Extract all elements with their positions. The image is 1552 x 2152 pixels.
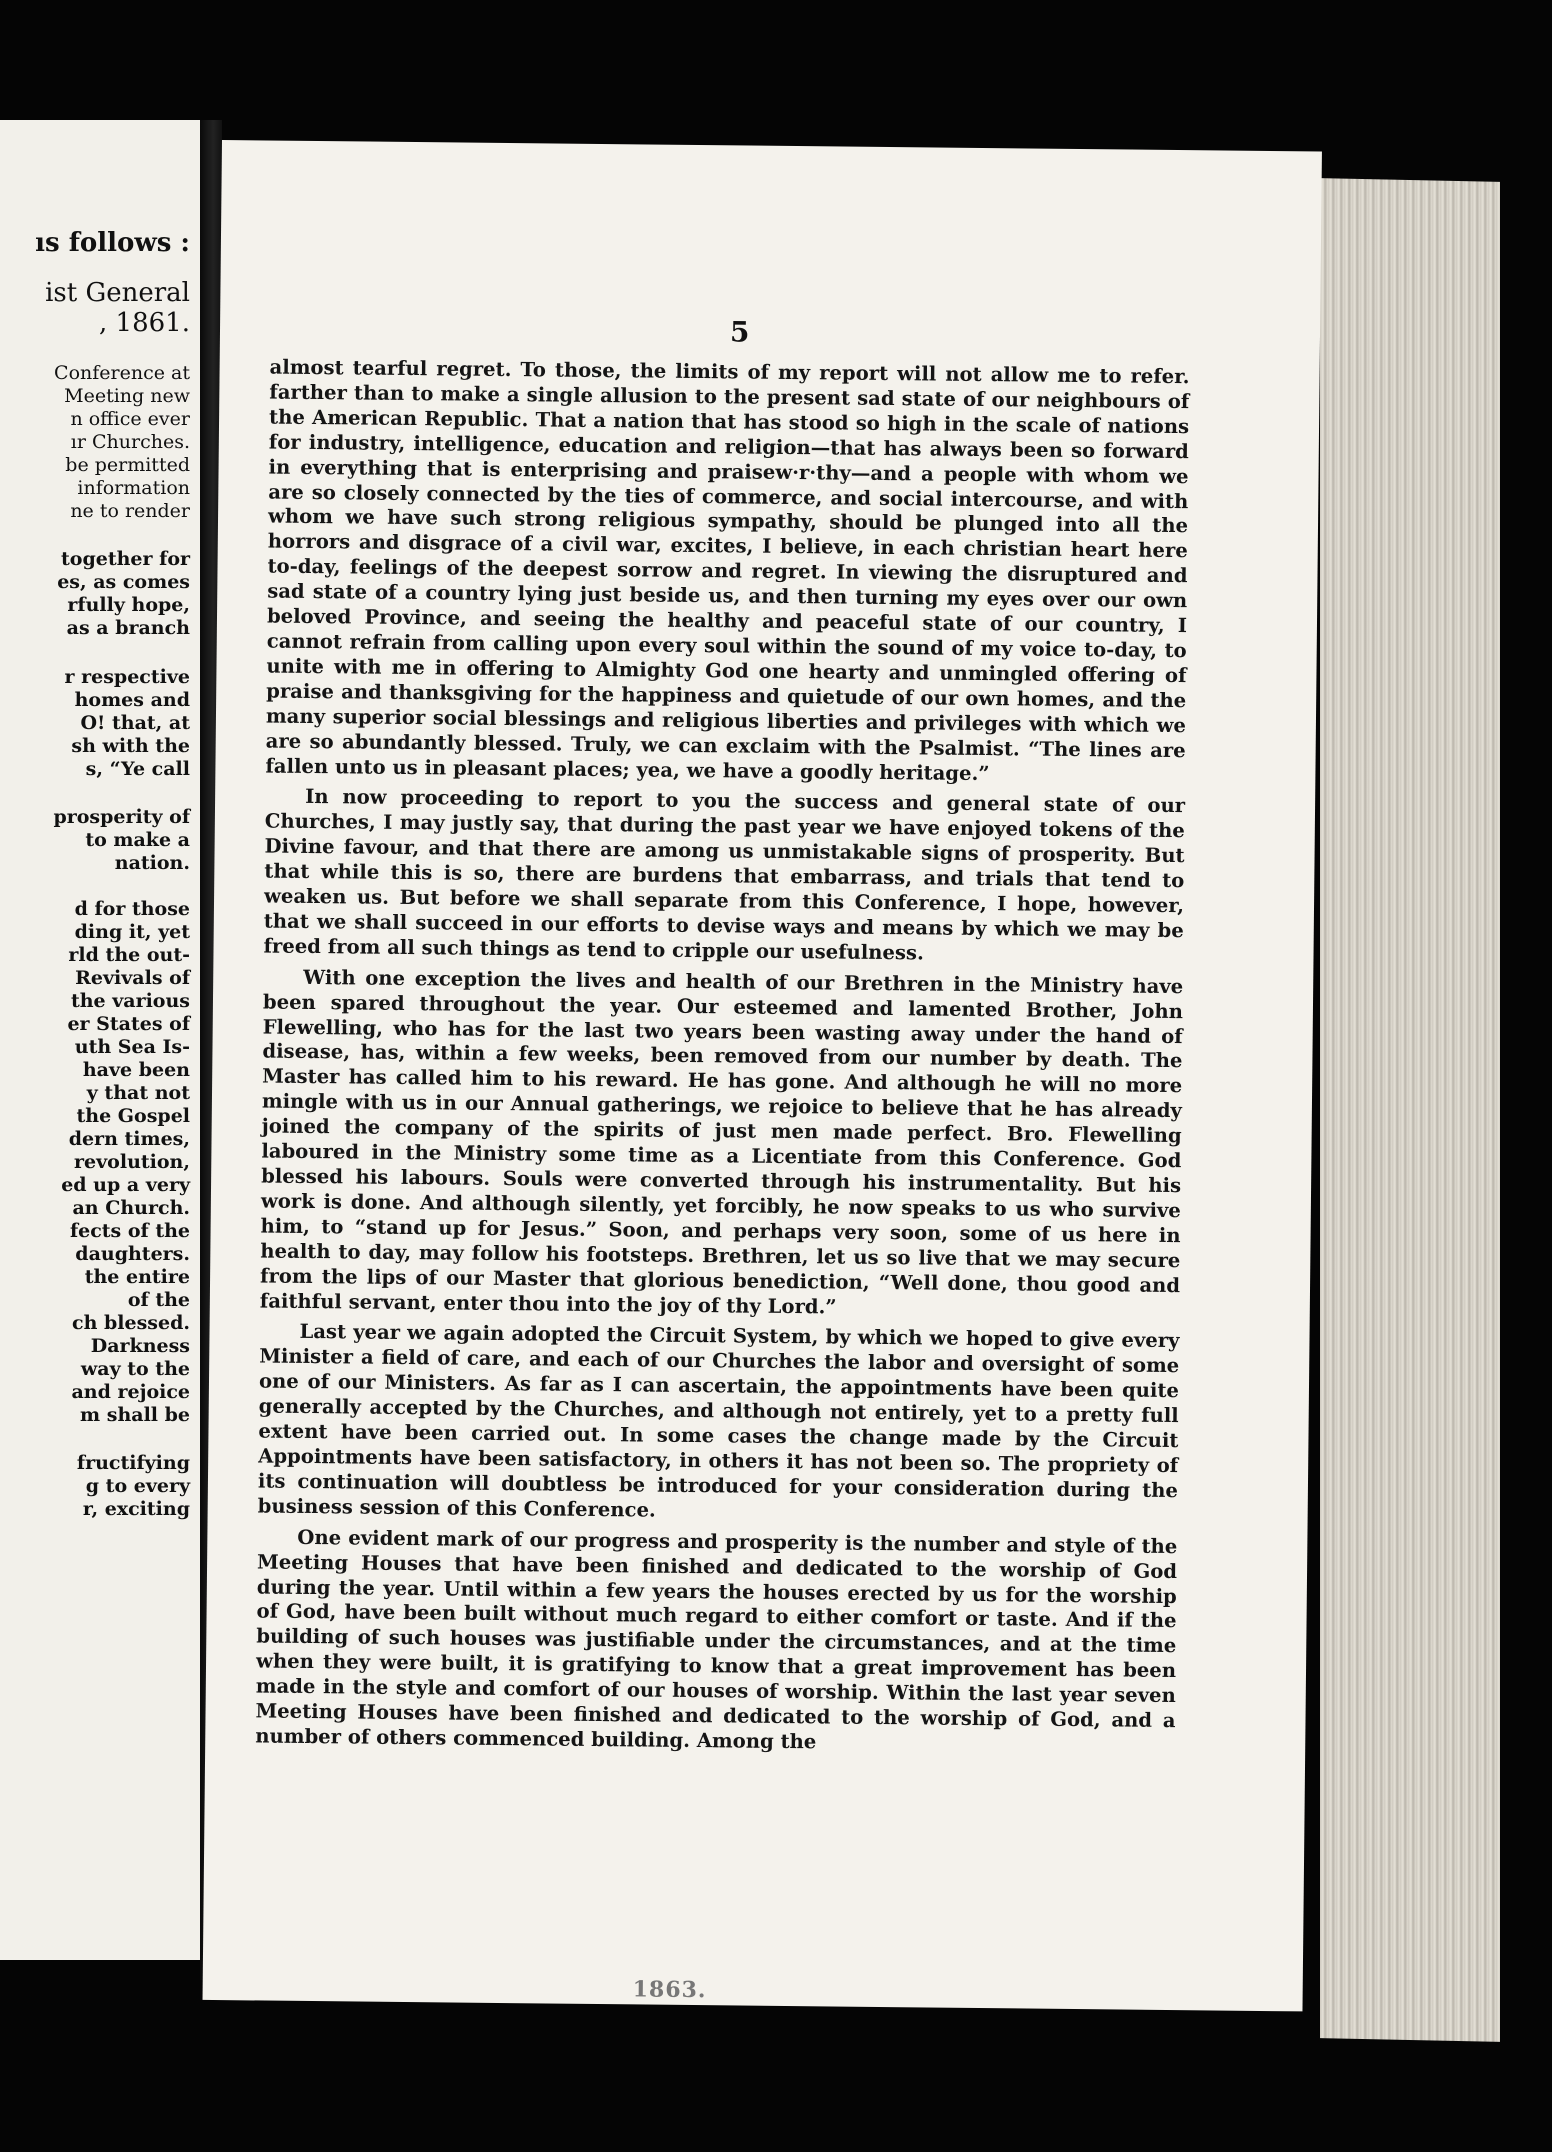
left-page-line: d for those <box>74 898 190 920</box>
left-page-line: n office ever <box>70 408 190 430</box>
left-page-line: ır Churches. <box>70 431 190 453</box>
left-page-line: be permitted <box>65 454 190 476</box>
left-page-line: Conference at <box>54 362 190 384</box>
left-page-line: fructifying <box>76 1452 190 1474</box>
left-page-line: ed up a very <box>61 1174 190 1196</box>
left-page-line: prosperity of <box>53 806 190 828</box>
left-page-line: , 1861. <box>99 308 190 338</box>
left-page-fragment <box>0 120 200 1960</box>
left-page-line: nation. <box>114 852 190 874</box>
left-page-line: O! that, at <box>80 712 190 734</box>
left-page-line: ne to render <box>70 500 190 522</box>
left-page-line: the Gospel <box>76 1105 190 1127</box>
left-page-line: daughters. <box>75 1243 190 1265</box>
page-edges <box>1320 178 1500 2042</box>
left-page-line: es, as comes <box>57 571 190 593</box>
footer-stamp: 1863. <box>632 1976 707 2004</box>
left-page-line: the various <box>70 990 190 1012</box>
body-paragraph: With one exception the lives and health of our Brethren in the Ministry have been spared throughout the year. Our esteemed and lamented Brother, John Flewelling, who has for the last two years been wasting away under the hand of disease, has, within a few weeks, been removed from our number by death. The Master has called him to his reward. He has gone. And although he will no more mingle with us in our Annual gatherings, we rejoice to believe that he has already joined the company of the spirits of just men made perfect. Bro. Flewelling laboured in the Ministry some time as a Licentiate from this Conference. God blessed his labours. Souls were converted through his instrumentality. But his work is done. And although silently, yet forcibly, he now speaks to us who survive him, to “stand up for Jesus.” Soon, and perhaps very soon, some of us here in health to day, may follow his footsteps. Brethren, let us so live that we may secure from the lips of our Master that glorious benediction, “Well done, thou good and faithful servant, enter thou into the joy of thy Lord.” <box>259 965 1184 1319</box>
left-page-line: Revivals of <box>75 967 190 989</box>
left-page-line: sh with the <box>71 735 190 757</box>
left-page-line: fects of the <box>69 1220 190 1242</box>
body-paragraph: In now proceeding to report to you the success and general state of our Churches, I may justly say, that during the past year we have enjoyed tokens of the Divine favour, and that there are among us unmistakable signs of prosperity. But that while this is so, there are burdens that embarrass, and trials that tend to weaken us. But before we shall separate from this Conference, I hope, however, that we shall succeed in our efforts to devise ways and means by which we may be freed from all such things as tend to cripple our usefulness. <box>263 785 1186 965</box>
left-page-line: r respective <box>64 666 190 688</box>
left-page-line: homes and <box>74 689 190 711</box>
body-paragraph: almost tearful regret. To those, the limits of my report will not allow me to refer. farther than to make a single allusion to the present sad state of our neighbours of the American Republic. That a nation that has stood so high in the scale of nations for industry, intelligence, education and religion—that has always been so forward in everything that is enterprising and praisew·r·thy—and a people with whom we are so closely connected by the ties of commerce, and social intercourse, and with whom we have such strong religious sympathy, should be plunged into all the horrors and disgrace of a civil war, excites, I believe, in each christian heart here to-day, feelings of the deepest sorrow and regret. In viewing the disruptured and sad state of a country lying just beside us, and then turning my eyes over our own beloved Province, and seeing the healthy and peaceful state of our country, I cannot refrain from calling upon every soul within the sound of my voice to-day, to unite with me in offering to Almighty God one hearty and unmingled offering of praise and thanksgiving for the happiness and quietude of our own homes, and the many superior social blessings and religious liberties and privileges with which we are so abundantly blessed. Truly, we can exclaim with the Psalmist. “The lines are fallen unto us in pleasant places; yea, we have a goodly heritage.” <box>265 355 1190 785</box>
left-page-line: rld the out- <box>68 944 190 966</box>
left-page-line: ıs follows : <box>35 228 190 258</box>
left-page-line: have been <box>82 1059 190 1081</box>
left-page-line: g to every <box>85 1475 190 1497</box>
page-body <box>255 356 1190 1759</box>
left-page-line: uth Sea Is- <box>74 1036 190 1058</box>
left-page-line: way to the <box>80 1358 190 1380</box>
left-page-line: ist General <box>45 278 190 308</box>
left-page-line: Darkness <box>90 1335 190 1357</box>
left-page-line: and rejoice <box>71 1381 190 1403</box>
left-page-line: an Church. <box>72 1197 190 1219</box>
left-page-line: to make a <box>85 829 190 851</box>
left-page-line: r, exciting <box>82 1498 190 1520</box>
left-page-line: m shall be <box>80 1404 190 1426</box>
left-page-line: of the <box>127 1289 190 1311</box>
left-page-line: ding it, yet <box>74 921 190 943</box>
body-paragraph: Last year we again adopted the Circuit System, by which we hoped to give every Minister a field of care, and each of our Churches the labor and oversight of some one of our Ministers. As far as I can ascertain, the appointments have been quite generally accepted by the Churches, and although not entirely, yet to a pretty full extent have been carried out. In some cases the change made by the Circuit Appointments have been satisfactory, in others it has not been so. The propriety of its continuation will doubtless be introduced for your consideration during the business session of this Conference. <box>257 1320 1180 1522</box>
left-page-line: Meeting new <box>64 385 190 407</box>
left-page-line: ch blessed. <box>72 1312 190 1334</box>
left-page-line: rfully hope, <box>67 594 190 616</box>
left-page-line: er States of <box>67 1013 190 1035</box>
left-page-line: together for <box>61 548 190 570</box>
left-page-line: the entire <box>84 1266 190 1288</box>
left-page-line: dern times, <box>68 1128 190 1150</box>
left-page-line: s, “Ye call <box>85 758 190 780</box>
left-page-line: y that not <box>86 1082 190 1104</box>
left-page-line: as a branch <box>66 617 190 639</box>
page-number: 5 <box>729 315 750 349</box>
right-page <box>203 140 1322 2011</box>
left-page-line: revolution, <box>74 1151 190 1173</box>
body-paragraph: One evident mark of our progress and prosperity is the number and style of the Meeting Houses that have been finished and dedicated to the worship of God during the year. Until within a few years the houses erected by us for the worship of God, have been built without much regard to either comfort or taste. And if the building of such houses was justifiable under the circumstances, and at the time when they were built, it is gratifying to know that a great improvement has been made in the style and comfort of our houses of worship. Within the last year seven Meeting Houses have been finished and dedicated to the worship of God, and a number of others commenced building. Among the <box>255 1525 1178 1754</box>
left-page-line: information <box>77 477 190 499</box>
